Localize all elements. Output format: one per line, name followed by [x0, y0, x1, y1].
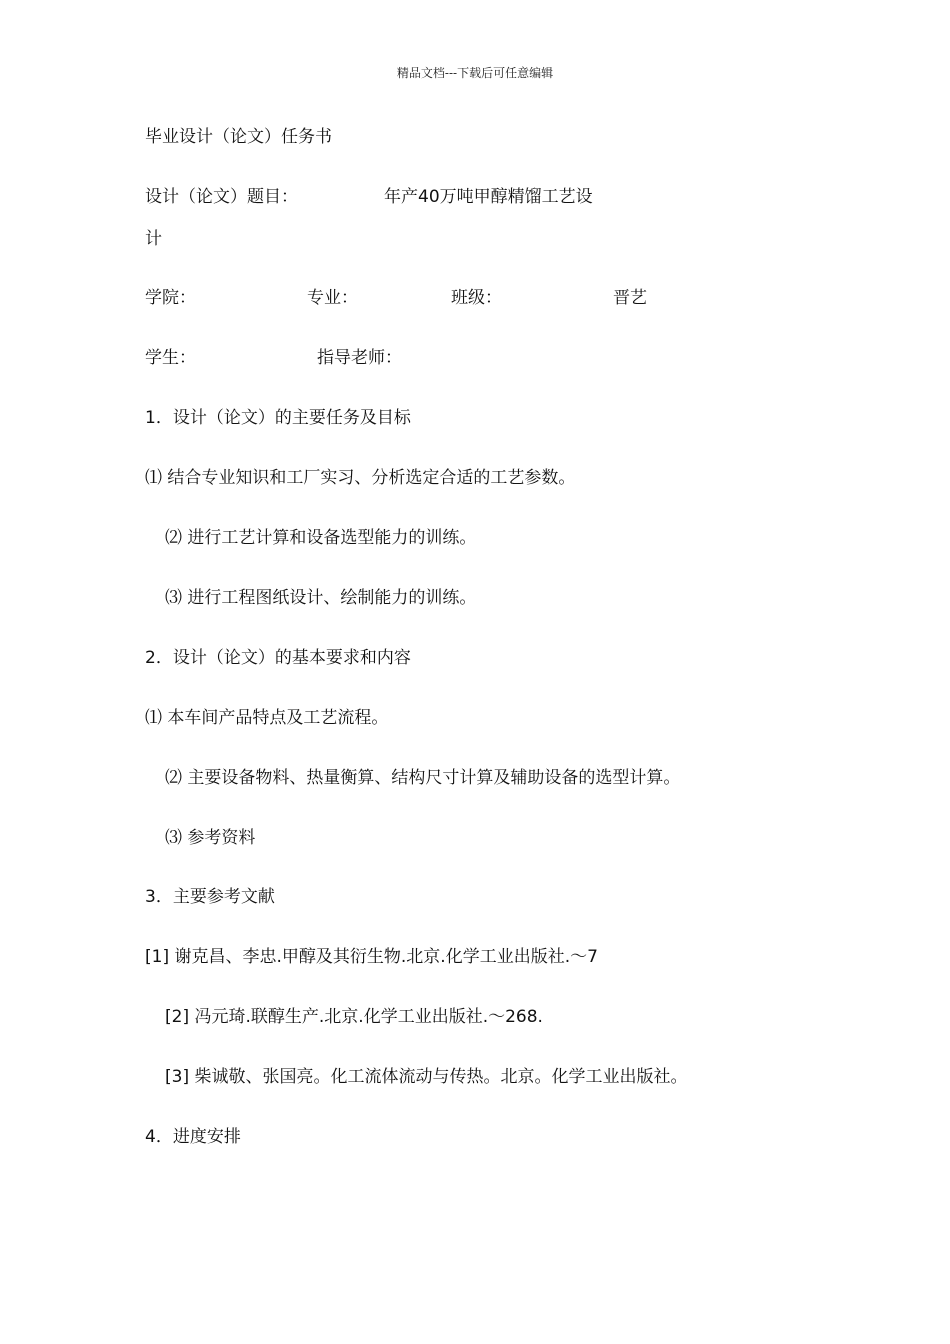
class-value: 晋艺 — [613, 288, 647, 308]
page-header: 精品文档---下载后可任意编辑 — [396, 66, 554, 80]
section-3-title: 3．主要参考文献 — [145, 887, 275, 907]
topic-value-line1: 年产40万吨甲醇精馏工艺设 — [384, 187, 593, 207]
major-label: 专业： — [307, 288, 358, 308]
section-1-item: ⑶ 进行工程图纸设计、绘制能力的训练。 — [165, 588, 477, 608]
reference-item: [1] 谢克昌、李忠.甲醇及其衍生物.北京.化学工业出版社.～7 — [145, 947, 598, 967]
advisor-label: 指导老师： — [317, 348, 402, 368]
student-label: 学生： — [145, 348, 196, 368]
reference-item: [3] 柴诚敬、张国亮。化工流体流动与传热。北京。化学工业出版社。 — [165, 1067, 688, 1087]
topic-value-line2: 计 — [145, 229, 162, 249]
section-2-item: ⑴ 本车间产品特点及工艺流程。 — [145, 708, 389, 728]
section-2-item: ⑶ 参考资料 — [165, 828, 256, 848]
section-1-item: ⑵ 进行工艺计算和设备选型能力的训练。 — [165, 528, 477, 548]
section-2-item: ⑵ 主要设备物料、热量衡算、结构尺寸计算及辅助设备的选型计算。 — [165, 768, 681, 788]
college-label: 学院： — [145, 288, 196, 308]
reference-item: [2] 冯元琦.联醇生产.北京.化学工业出版社.～268. — [165, 1007, 543, 1027]
document-title: 毕业设计（论文）任务书 — [145, 127, 332, 147]
section-1-title: 1．设计（论文）的主要任务及目标 — [145, 408, 411, 428]
section-4-title: 4．进度安排 — [145, 1127, 241, 1147]
section-1-item: ⑴ 结合专业知识和工厂实习、分析选定合适的工艺参数。 — [145, 468, 576, 488]
topic-label: 设计（论文）题目： — [145, 187, 298, 207]
class-label: 班级： — [451, 288, 502, 308]
section-2-title: 2．设计（论文）的基本要求和内容 — [145, 648, 411, 668]
